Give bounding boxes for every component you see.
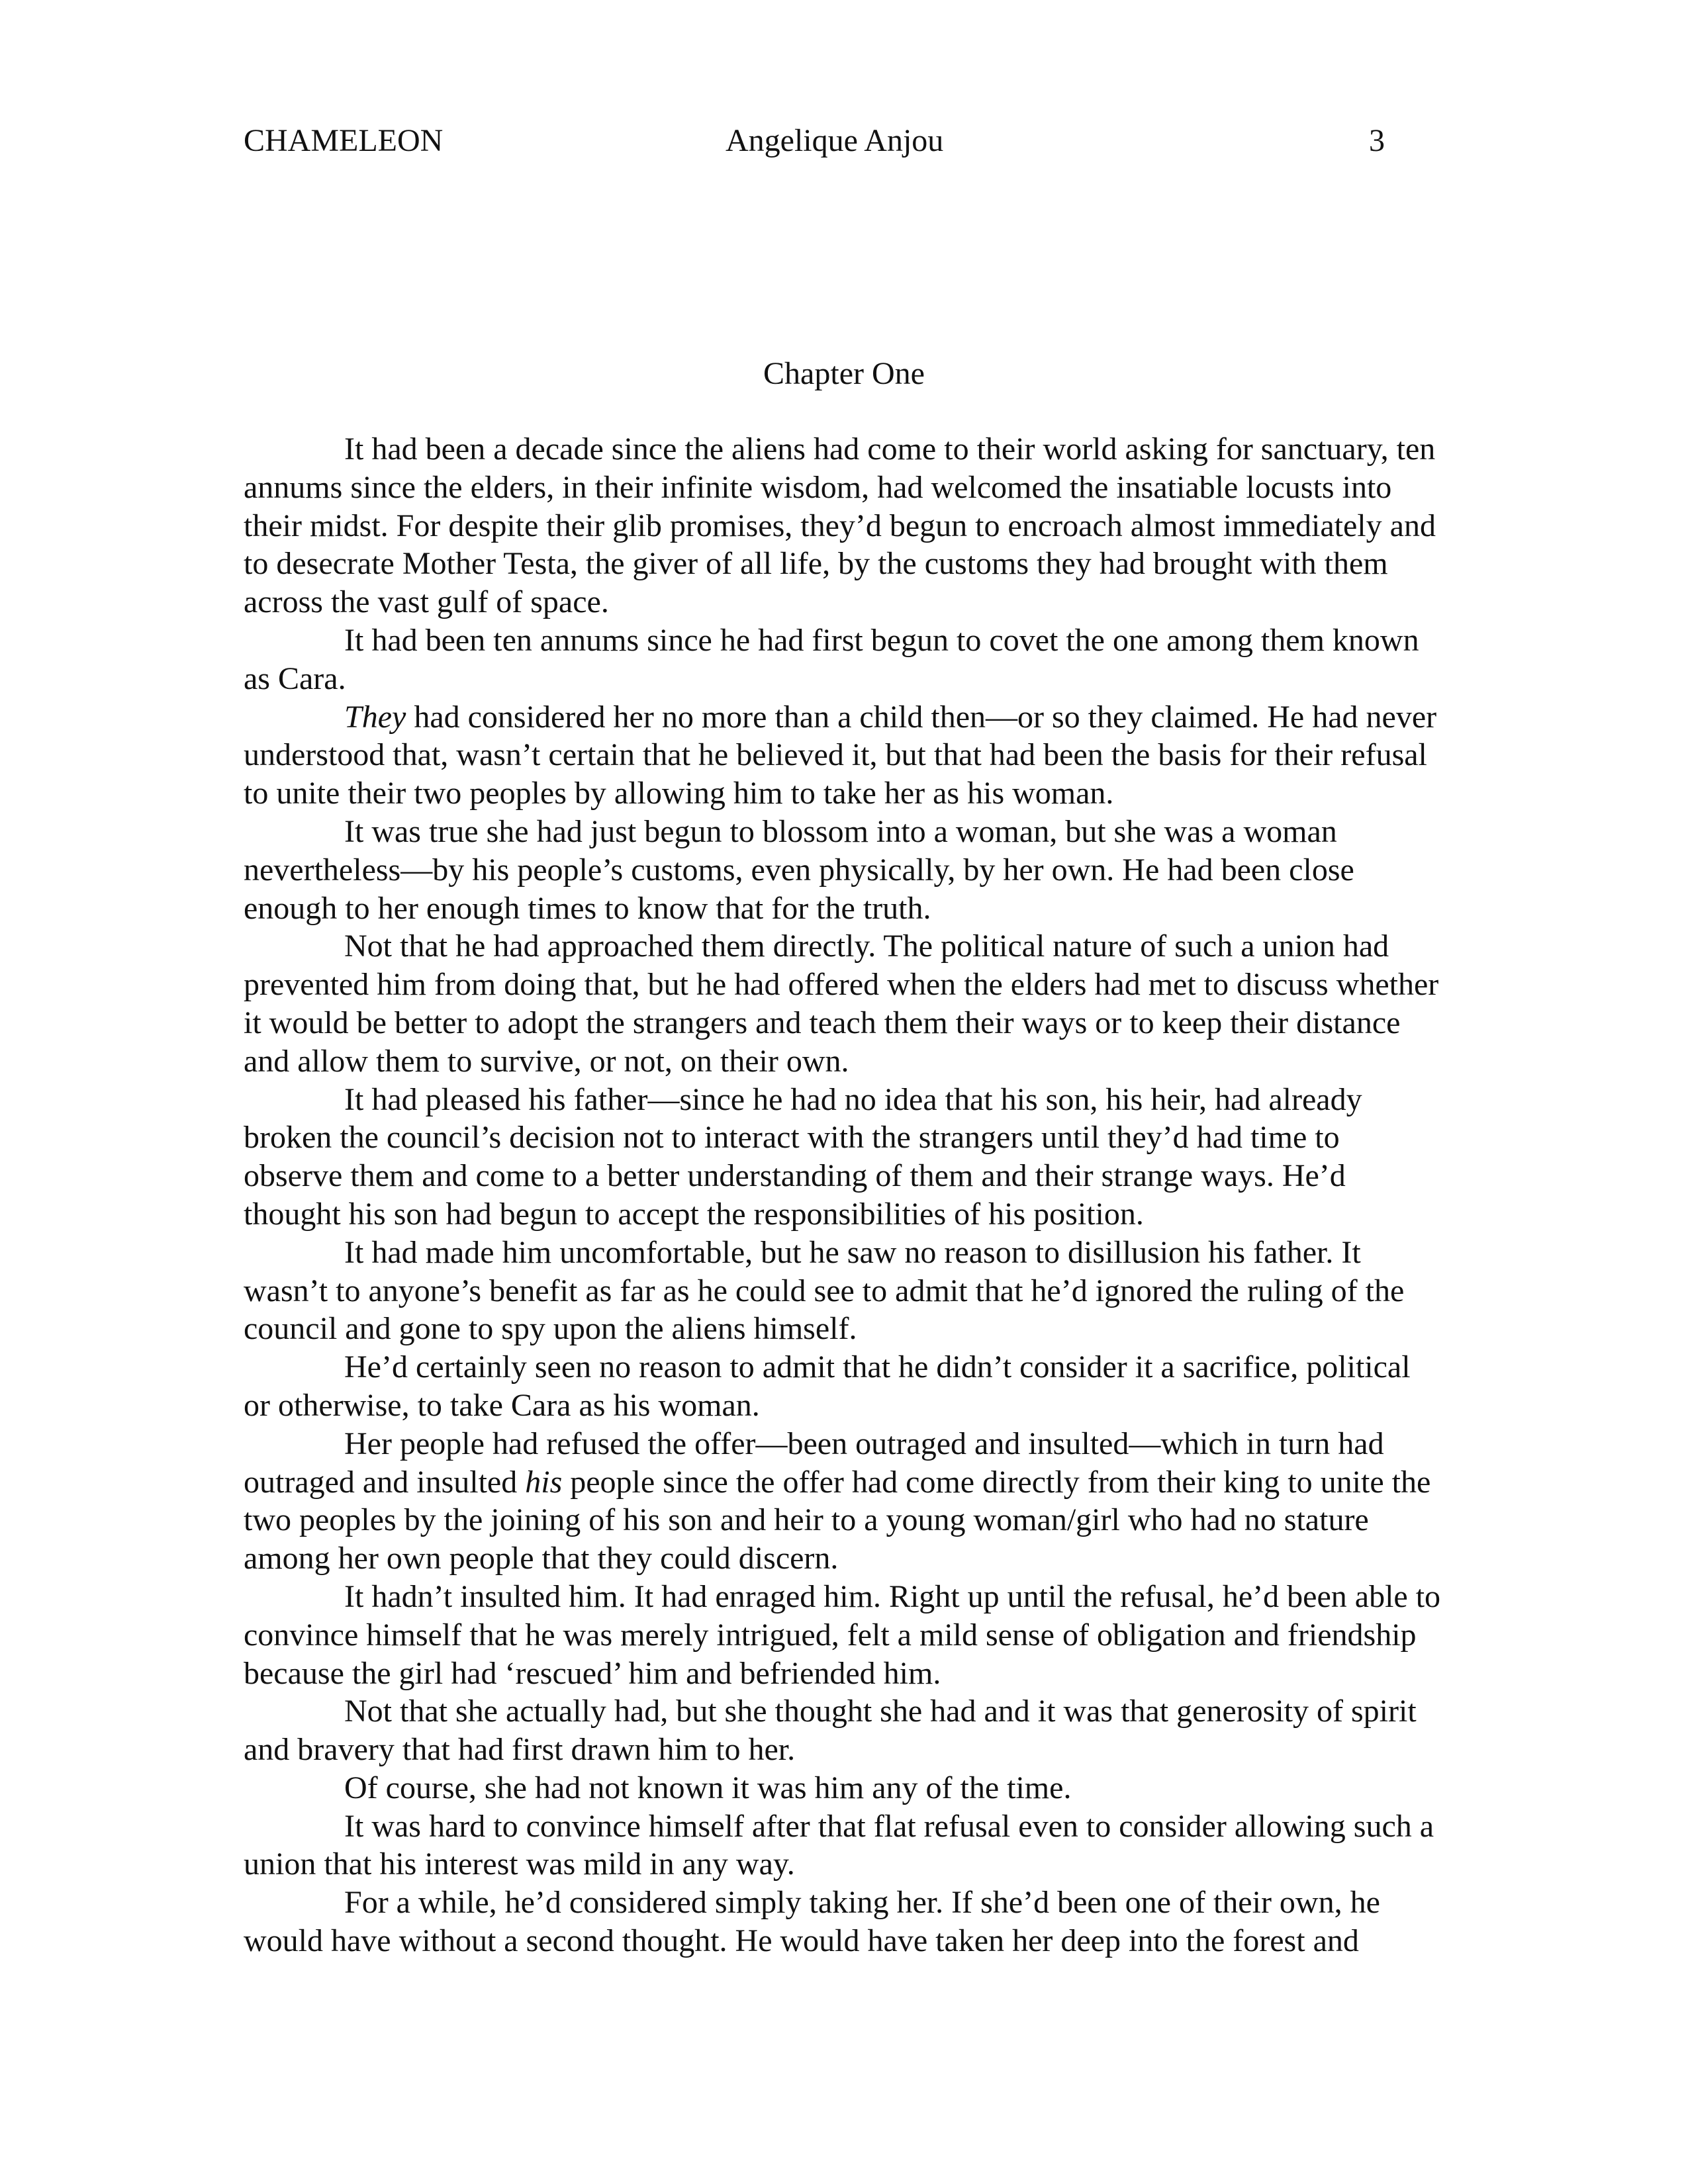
book-title: CHAMELEON — [244, 123, 444, 158]
paragraph-text: It had been ten annums since he had first begun to covet the one among them known as Cara. — [244, 622, 1419, 696]
paragraph-text: had considered her no more than a child then—or so they claimed. He had never understood that, wasn’t certain that he believed it, but that had been the basis for their refusal to unite their two peoples by allowing him to take her as his woman. — [244, 699, 1437, 811]
emphasized-text: his — [525, 1464, 563, 1500]
paragraph-text: It was hard to convince himself after that flat refusal even to consider allowing such a union that his interest was mild in any way. — [244, 1808, 1434, 1882]
paragraph — [244, 1234, 1442, 1348]
chapter-title: Chapter One — [763, 356, 925, 391]
paragraph-text: people since the offer had come directly from their king to unite the two peoples by the joining of his son and heir to a young woman/girl who had no stature among her own people that they could discern. — [244, 1464, 1431, 1576]
paragraph-text: It hadn’t insulted him. It had enraged him. Right up until the refusal, he’d been able to convince himself that he was merely intrigued, felt a mild sense of obligation and friendship because the girl had ‘rescued’ him and befriended him. — [244, 1578, 1441, 1691]
page-number: 3 — [1369, 123, 1385, 158]
paragraph-text: Not that she actually had, but she thought she had and it was that generosity of spirit and bravery that had first drawn him to her. — [244, 1694, 1417, 1768]
paragraph — [244, 1081, 1442, 1234]
paragraph — [244, 621, 1442, 698]
running-header — [0, 118, 1688, 164]
author-name: Angelique Anjou — [726, 123, 944, 158]
paragraph — [244, 1807, 1442, 1884]
paragraph-text: Not that he had approached them directly. The political nature of such a union had prevented him from doing that, but he had offered when the elders had met to discuss whether it would be better to adopt the strangers and teach them their ways or to keep their distance and allow them to survive, or not, on their own. — [244, 929, 1439, 1079]
paragraph-text: Her people had refused the offer—been outraged and insulted—which in turn had outraged and insulted — [244, 1426, 1384, 1500]
paragraph — [244, 430, 1442, 621]
paragraph-text: It had pleased his father—since he had no idea that his son, his heir, had already broken the council’s decision not to interact with the strangers until they’d had time to observe them and come to a better understanding of them and their strange ways. He’d thought his son had begun to accept the responsibilities of his position. — [244, 1081, 1362, 1232]
paragraph — [244, 1348, 1442, 1425]
paragraph-text: It had been a decade since the aliens had come to their world asking for sanctuary, ten annums since the elders, in their infinite wisdom, had welcomed the insatiable locusts into their midst. For despite their glib promises, they’d begun to encroach almost immediately and to desecrate Mother Testa, the giver of all life, by the customs they had brought with them across the vast gulf of space. — [244, 432, 1436, 620]
paragraph — [244, 698, 1442, 813]
emphasized-text: They — [344, 699, 406, 735]
paragraph-text: He’d certainly seen no reason to admit that he didn’t consider it a sacrifice, political or otherwise, to take Cara as his woman. — [244, 1349, 1411, 1423]
paragraph — [244, 1578, 1442, 1692]
paragraph — [244, 1884, 1442, 1960]
paragraph — [244, 1769, 1442, 1807]
paragraph — [244, 927, 1442, 1080]
paragraph-text: It was true she had just begun to blossom into a woman, but she was a woman nevertheless—by his people’s customs, even physically, by her own. He had been close enough to her enough times to know that for the truth. — [244, 813, 1354, 926]
paragraph-text: Of course, she had not known it was him any of the time. — [344, 1770, 1072, 1805]
paragraph — [244, 1692, 1442, 1769]
paragraph-text: It had made him uncomfortable, but he saw no reason to disillusion his father. It wasn’t to anyone’s benefit as far as he could see to admit that he’d ignored the ruling of the council and gone to spy upon the aliens himself. — [244, 1234, 1405, 1347]
paragraph — [244, 1425, 1442, 1578]
paragraph-text: For a while, he’d considered simply taking her. If she’d been one of their own, he would have without a second thought. He would have taken her deep into the forest and — [244, 1885, 1380, 1959]
paragraph — [244, 813, 1442, 927]
body-text — [244, 430, 1442, 1960]
